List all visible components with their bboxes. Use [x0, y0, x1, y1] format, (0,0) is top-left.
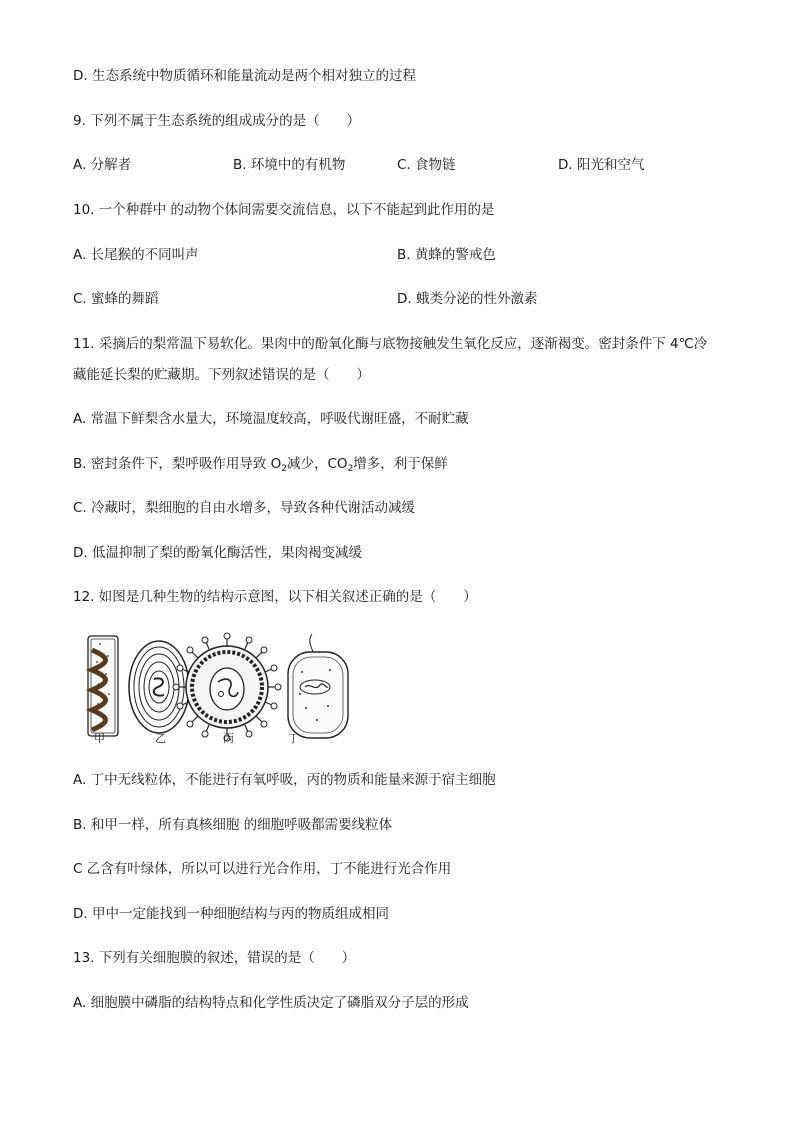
question-9-option-c: C. 食物链	[397, 157, 456, 173]
question-10-option-b: B. 黄蜂的警戒色	[397, 247, 496, 263]
question-11-option-b: B. 密封条件下，梨呼吸作用导致 $O_2$减少，$CO_2$增多，利于保鲜	[73, 456, 448, 474]
figure-label-yi: 乙	[155, 732, 166, 745]
question-10-option-a: A. 长尾猴的不同叫声	[73, 247, 199, 263]
question-11-stem-line2: 藏能延长梨的贮藏期。下列叙述错误的是（ ）	[73, 367, 370, 383]
cell-jia-drawing	[88, 636, 118, 736]
question-12-option-b: B. 和甲一样，所有真核细胞 的细胞呼吸都需要线粒体	[73, 817, 393, 833]
question-12-option-d: D. 甲中一定能找到一种细胞结构与丙的物质组成相同	[73, 906, 389, 922]
cell-ding-drawing	[288, 634, 348, 738]
question-12-option-a: A. 丁中无线粒体，不能进行有氧呼吸，丙的物质和能量来源于宿主细胞	[73, 772, 496, 788]
question-10-option-d: D. 蛾类分泌的性外激素	[397, 291, 538, 307]
figure-label-bing: 丙	[223, 732, 234, 745]
question-11-option-c: C. 冷藏时，梨细胞的自由水增多，导致各种代谢活动减缓	[73, 500, 416, 516]
question-11-option-d: D. 低温抑制了梨的酚氧化酶活性，果肉褐变减缓	[73, 545, 362, 561]
question-11-option-a: A. 常温下鲜梨含水量大，环境温度较高，呼吸代谢旺盛，不耐贮藏	[73, 411, 469, 427]
cell-bing-drawing	[173, 633, 281, 741]
question-9-option-a: A. 分解者	[73, 157, 132, 173]
figure-label-ding: 丁	[288, 732, 299, 745]
question-9-option-b: B. 环境中的有机物	[233, 157, 346, 173]
cell-structure-figure	[80, 632, 360, 750]
question-12-option-c: C 乙含有叶绿体，所以可以进行光合作用，丁不能进行光合作用	[73, 861, 452, 877]
question-9-option-d: D. 阳光和空气	[558, 157, 645, 173]
question-13-stem: 13. 下列有关细胞膜的叙述，错误的是（ ）	[73, 950, 356, 966]
question-10-stem: 10. 一个种群中 的动物个体间需要交流信息，以下不能起到此作用的是	[73, 202, 495, 218]
figure-label-jia: 甲	[94, 732, 105, 745]
option-d-previous: D. 生态系统中物质循环和能量流动是两个相对独立的过程	[73, 68, 416, 84]
question-10-option-c: C. 蜜蜂的舞蹈	[73, 291, 159, 307]
question-11-stem-line1: 11. 采摘后的梨常温下易软化。果肉中的酚氧化酶与底物接触发生氧化反应，逐渐褐变。密封条件下 4℃冷	[73, 336, 708, 352]
question-13-option-a: A. 细胞膜中磷脂的结构特点和化学性质决定了磷脂双分子层的形成	[73, 995, 469, 1011]
question-9-stem: 9. 下列不属于生态系统的组成成分的是（ ）	[73, 113, 361, 129]
question-12-stem: 12. 如图是几种生物的结构示意图，以下相关叙述正确的是（ ）	[73, 589, 477, 605]
